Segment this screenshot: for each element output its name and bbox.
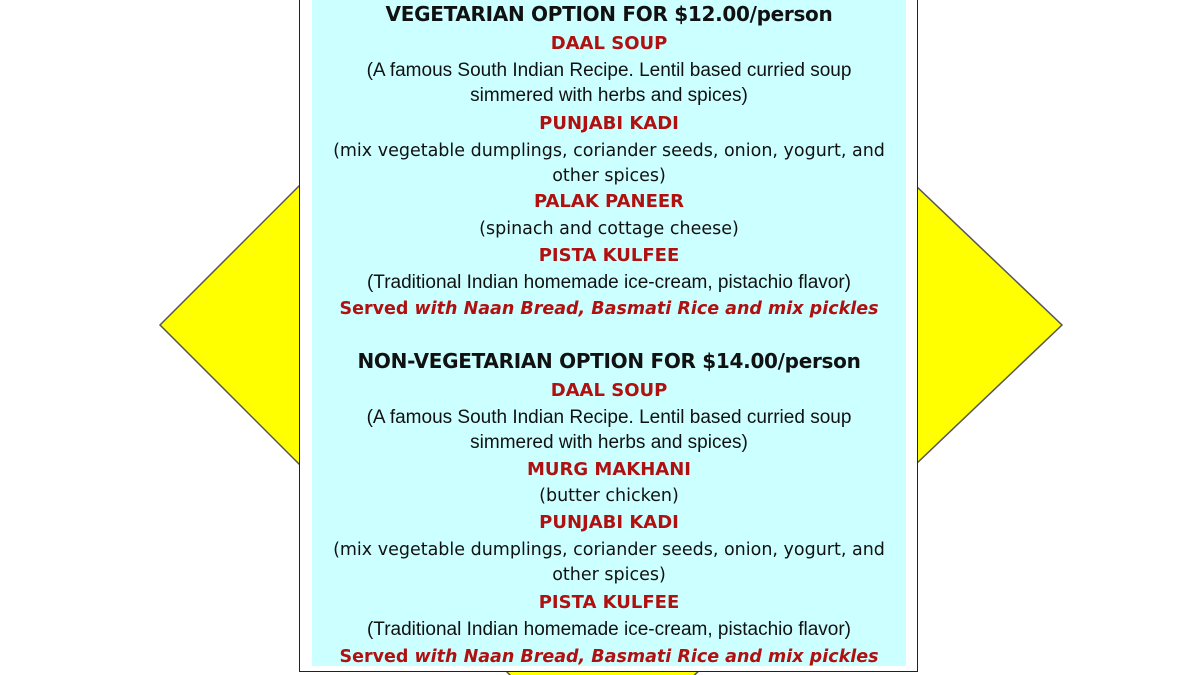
- nonveg-pista-kulfee-name: PISTA KULFEE: [538, 592, 680, 613]
- veg-daal-soup-name: DAAL SOUP: [550, 33, 668, 54]
- veg-punjabi-kadi-desc-1: (mix vegetable dumplings, coriander seeds, onion, yogurt, and: [333, 141, 885, 161]
- nonveg-punjabi-kadi-name: PUNJABI KADI: [539, 512, 679, 533]
- veg-pista-kulfee-name: PISTA KULFEE: [538, 245, 680, 266]
- nonveg-daal-soup-name: DAAL SOUP: [550, 380, 668, 401]
- served-sides: with Naan Bread, Basmati Rice and mix pickles: [408, 647, 879, 666]
- menu-card: [299, 0, 918, 672]
- veg-punjabi-kadi-desc-2: other spices): [552, 166, 666, 186]
- veg-pista-kulfee-desc: (Traditional Indian homemade ice-cream, pistachio flavor): [366, 272, 851, 293]
- nonveg-daal-soup-desc-2: simmered with herbs and spices): [470, 432, 748, 453]
- veg-punjabi-kadi-name: PUNJABI KADI: [539, 113, 679, 134]
- veg-daal-soup-desc-2: simmered with herbs and spices): [470, 85, 748, 106]
- veg-served-with-note: [312, 296, 906, 322]
- veg-palak-paneer-desc: (spinach and cottage cheese): [479, 219, 739, 239]
- served-prefix: Served: [339, 647, 409, 666]
- menu-panel: [312, 0, 906, 666]
- nonveg-served-with-note: [312, 644, 906, 666]
- nonveg-murg-makhani-name: MURG MAKHANI: [527, 459, 691, 480]
- nonveg-murg-makhani-desc: (butter chicken): [539, 486, 679, 506]
- vegetarian-heading: VEGETARIAN OPTION FOR $12.00/person: [385, 2, 833, 26]
- veg-palak-paneer-name: PALAK PANEER: [533, 191, 685, 212]
- served-sides: with Naan Bread, Basmati Rice and mix pickles: [408, 299, 879, 319]
- served-prefix: Served: [339, 299, 409, 319]
- non-vegetarian-heading: NON-VEGETARIAN OPTION FOR $14.00/person: [357, 349, 861, 373]
- nonveg-daal-soup-desc-1: (A famous South Indian Recipe. Lentil based curried soup: [366, 407, 852, 428]
- nonveg-punjabi-kadi-desc-1: (mix vegetable dumplings, coriander seeds, onion, yogurt, and: [333, 540, 885, 560]
- nonveg-pista-kulfee-desc: (Traditional Indian homemade ice-cream, pistachio flavor): [366, 619, 851, 640]
- nonveg-punjabi-kadi-desc-2: other spices): [552, 565, 666, 585]
- veg-daal-soup-desc-1: (A famous South Indian Recipe. Lentil based curried soup: [366, 60, 852, 81]
